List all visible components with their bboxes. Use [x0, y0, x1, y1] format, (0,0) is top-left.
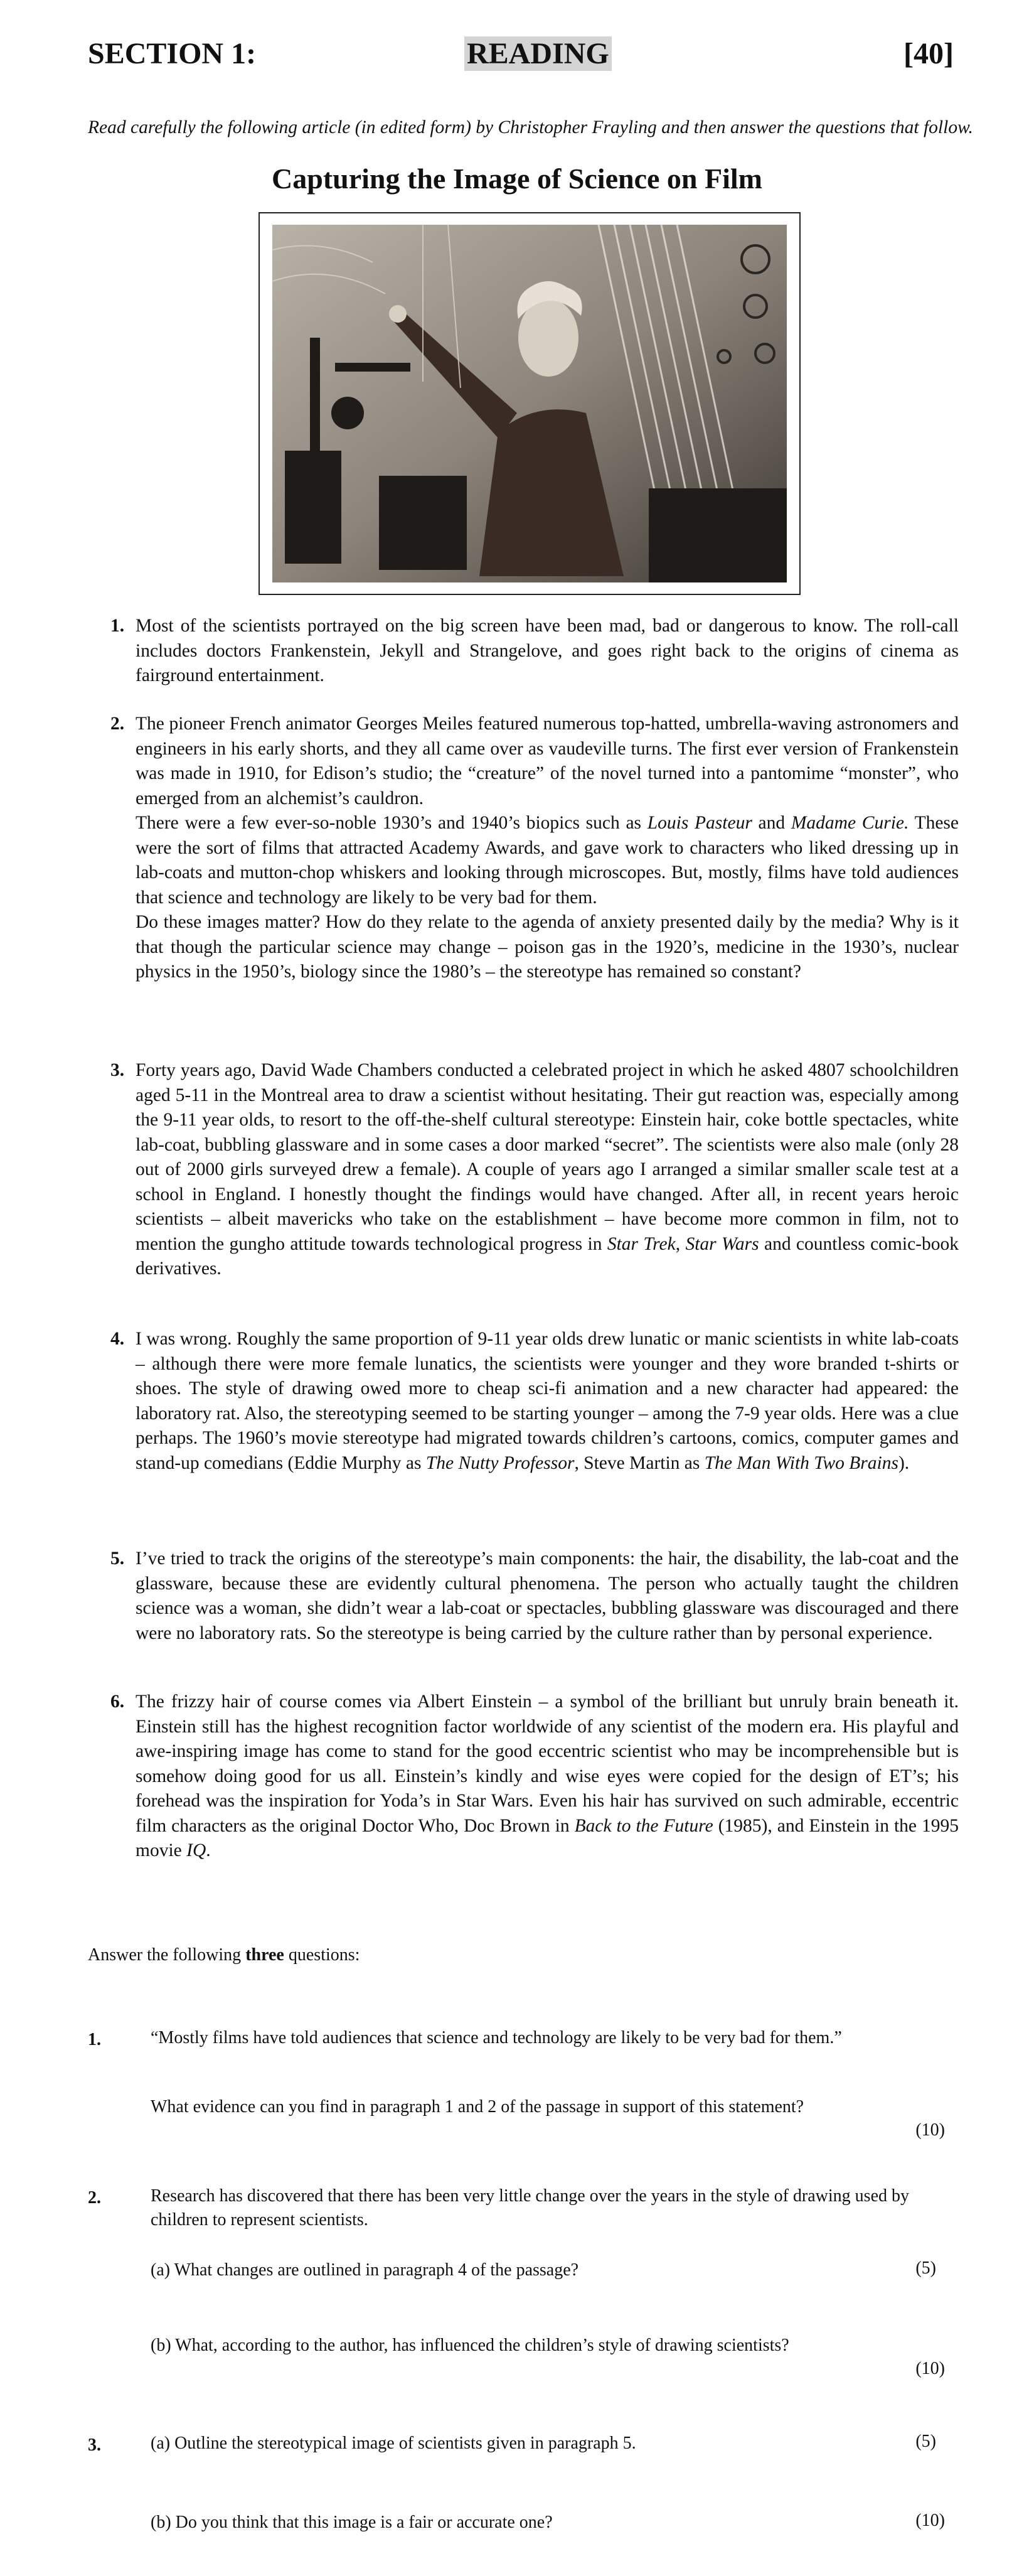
- paragraph-number: 4.: [110, 1329, 125, 1349]
- paragraph-text: Do these images matter? How do they relate to the agenda of anxiety presented daily by the media? Why is it that though the particular science may change – poison gas in the 1920’s, medicine in the 1930’s, nuclear physics in the 1950’s, biology since the 1980’s – the stereotype has remained so constant?: [136, 912, 959, 982]
- article-photo: [258, 212, 801, 595]
- section-title: READING: [464, 36, 612, 71]
- paragraph-text: Forty years ago, David Wade Chambers conducted a celebrated project in which he asked 4807 schoolchildren aged 5-11 in the Montreal area to draw a scientist without hesitating. Their gut reaction was, especially among the 9-11 year olds, to resort to the off-the-shelf cultural stereotype: Einstein hair, coke bottle spectacles, white lab-coat, bubbling glassware and in some cases a door marked “secret”. The scientists were also male (only 28 out of 2000 girls surveyed drew a female). A couple of years ago I arranged a similar smaller scale test at a school in England. I honestly thought the findings would have changed. After all, in recent years heroic scientists – albeit mavericks who take on the establishment – have become more common in film, not to mention the gungho attitude towards technological progress in Star Trek, Star Wars and countless comic-book derivatives.: [136, 1060, 959, 1279]
- paragraph-number: 5.: [110, 1548, 125, 1569]
- question-3b-text: (b) Do you think that this image is a fair or accurate one?: [151, 2513, 553, 2532]
- article-paragraph-5: [110, 1547, 959, 1646]
- section-number: SECTION 1:: [88, 37, 257, 70]
- article-title: Capturing the Image of Science on Film: [272, 163, 762, 195]
- instructions-text: Read carefully the following article (in edited form) by Christopher Frayling and then answer the questions that follow.: [88, 117, 973, 137]
- article-paragraph-6: [110, 1690, 959, 1864]
- paragraph-number: 2.: [110, 714, 125, 734]
- question-1-quote: “Mostly films have told audiences that science and technology are likely to be very bad for them.”: [151, 2028, 842, 2047]
- paragraph-number: 3.: [110, 1060, 125, 1080]
- question-1-marks: (10): [915, 2120, 945, 2140]
- paragraph-text: The frizzy hair of course comes via Albert Einstein – a symbol of the brilliant but unruly brain beneath it. Einstein still has the highest recognition factor worldwide of any scientist of the modern era. His playful and awe-inspiring image has come to stand for the good eccentric scientist who may be incomprehensible but is somehow doing good for us all. Einstein’s kindly and wise eyes were copied for the design of ET’s; his forehead was the inspiration for Yoda’s in Star Wars. Even his hair has survived on such admirable, eccentric film characters as the original Doctor Who, Doc Brown in Back to the Future (1985), and Einstein in the 1995 movie IQ.: [136, 1692, 959, 1860]
- paragraph-number: 1.: [110, 616, 125, 636]
- question-2a-marks: (5): [915, 2258, 936, 2278]
- question-2b-marks: (10): [915, 2359, 945, 2378]
- paragraph-text: The pioneer French animator Georges Meiles featured numerous top-hatted, umbrella-waving astronomers and engineers in his early shorts, and they all came over as vaudeville turns. The first ever version of Frankenstein was made in 1910, for Edison’s studio; the “creature” of the novel turned into a pantomime “monster”, who emerged from an alchemist’s cauldron.: [136, 714, 959, 808]
- paragraph-text: I was wrong. Roughly the same proportion of 9-11 year olds drew lunatic or manic scientists in white lab-coats – although there were more female lunatics, the scientists were younger and they wore branded t-shirts or shoes. The style of drawing owed more to cheap sci-fi animation and a new character had appeared: the laboratory rat. Also, the stereotyping seemed to be starting younger – among the 7-9 year olds. Here was a clue perhaps. The 1960’s movie stereotype had migrated towards children’s cartoons, comics, computer games and stand-up comedians (Eddie Murphy as The Nutty Professor, Steve Martin as The Man With Two Brains).: [136, 1329, 959, 1473]
- question-3a-text: (a) Outline the stereotypical image of scientists given in paragraph 5.: [151, 2434, 636, 2453]
- question-3-number: 3.: [88, 2435, 101, 2455]
- paragraph-text: I’ve tried to track the origins of the stereotype’s main components: the hair, the disability, the lab-coat and the glassware, because these are evidently cultural phenomena. The person who actually taught the children science was a woman, she didn’t wear a lab-coat or spectacles, bubbling glassware was discouraged and there were no laboratory rats. So the stereotype is being carried by the culture rather than by personal experience.: [136, 1548, 959, 1643]
- questions-instruction: Answer the following three questions:: [88, 1945, 360, 1965]
- article-paragraph-3: [110, 1058, 959, 1282]
- film-still-scientist-photo-icon: [272, 225, 787, 582]
- paragraph-number: 6.: [110, 1692, 125, 1712]
- section-header: [88, 33, 954, 77]
- question-3b-marks: (10): [915, 2511, 945, 2530]
- paragraph-text: There were a few ever-so-noble 1930’s and 1940’s biopics such as Louis Pasteur and Madame Curie. These were the sort of films that attracted Academy Awards, and gave work to characters who liked dressing up in lab-coats and mutton-chop whiskers and looking through microscopes. But, mostly, films have told audiences that science and technology are likely to be very bad for them.: [136, 813, 959, 908]
- question-2-number: 2.: [88, 2188, 101, 2208]
- question-2a-text: (a) What changes are outlined in paragraph 4 of the passage?: [151, 2260, 579, 2280]
- question-1-number: 1.: [88, 2030, 101, 2049]
- section-marks: [40]: [903, 37, 954, 70]
- article-paragraph-4: [110, 1327, 959, 1476]
- article-paragraph-2: [110, 712, 959, 985]
- question-1-prompt: What evidence can you find in paragraph 1 and 2 of the passage in support of this statement?: [151, 2097, 804, 2117]
- question-3a-marks: (5): [915, 2432, 936, 2451]
- article-paragraph-1: [110, 614, 959, 689]
- question-2b-text: (b) What, according to the author, has influenced the children’s style of drawing scientists?: [151, 2336, 789, 2355]
- paragraph-text: Most of the scientists portrayed on the big screen have been mad, bad or dangerous to know. The roll-call includes doctors Frankenstein, Jekyll and Strangelove, and goes right back to the origins of cinema as fairground entertainment.: [136, 616, 959, 685]
- question-2-lead: Research has discovered that there has been very little change over the years in the style of drawing used by children to represent scientists.: [151, 2186, 910, 2230]
